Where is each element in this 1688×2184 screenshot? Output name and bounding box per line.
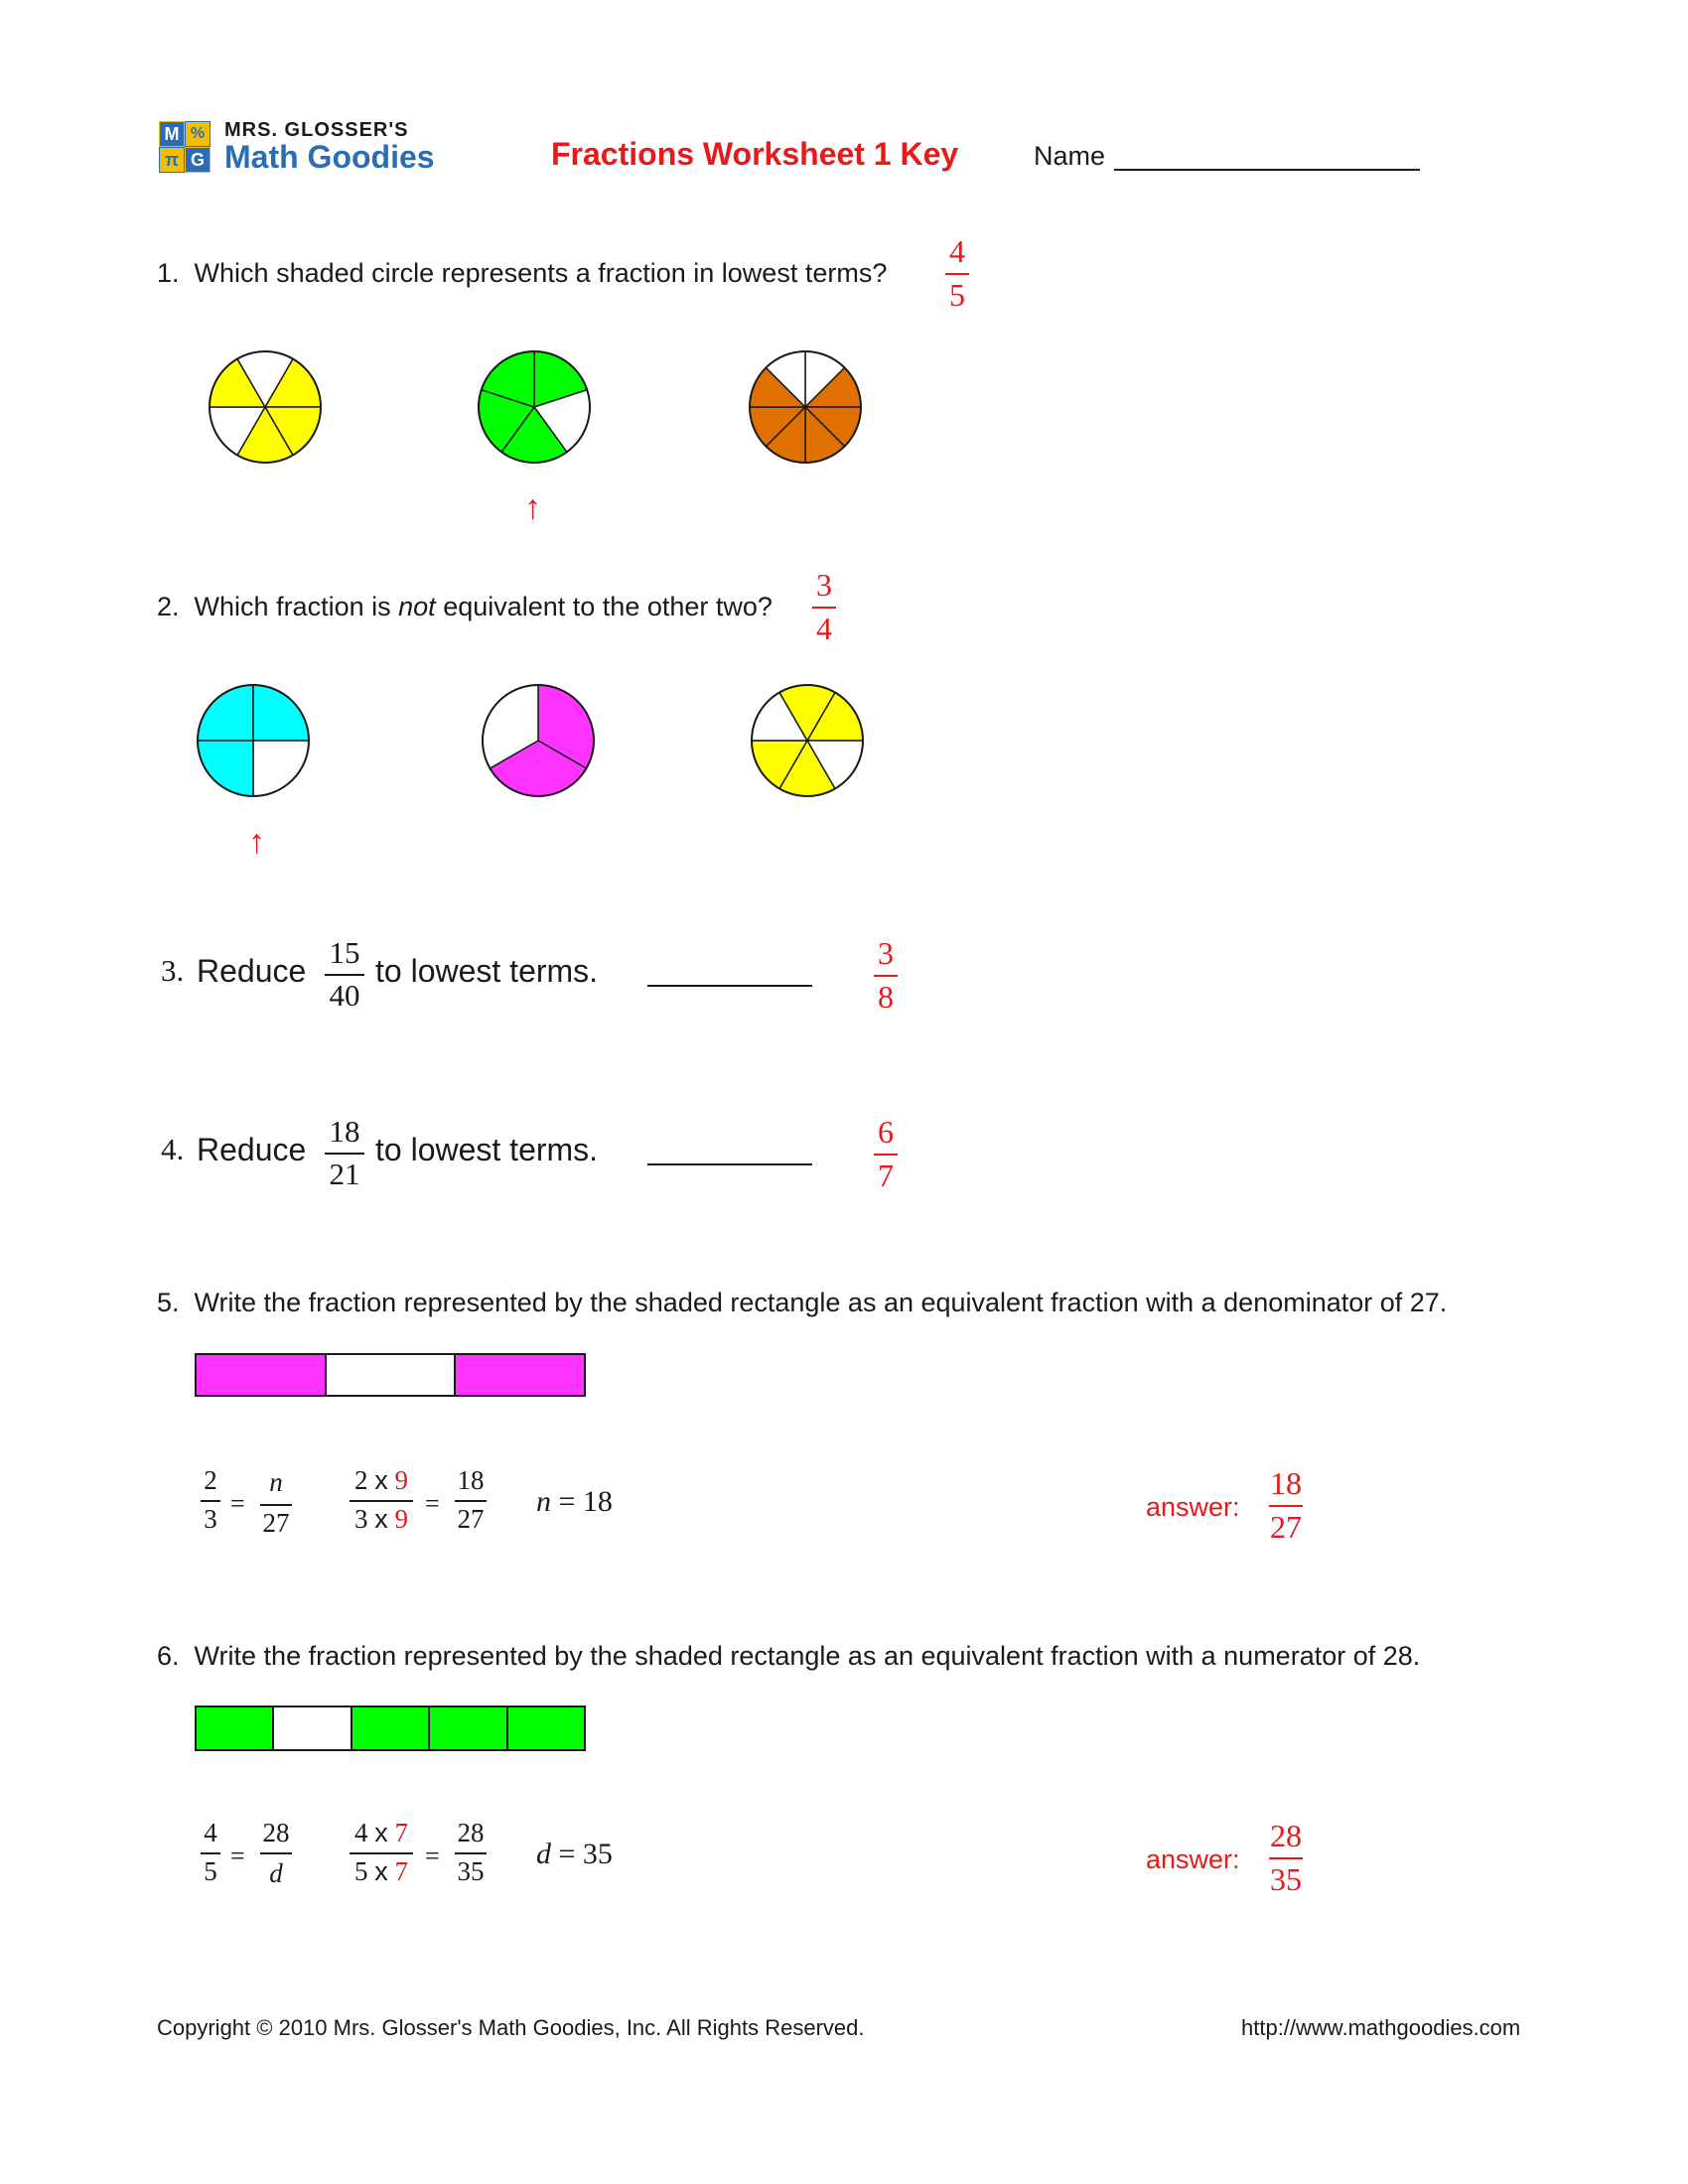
fraction-bar bbox=[945, 273, 969, 275]
fraction-denominator: 5 bbox=[204, 1855, 217, 1886]
times-sign: x bbox=[374, 1465, 388, 1495]
eq2-numerator bbox=[354, 1467, 408, 1494]
rect-segment-unshaded bbox=[325, 1355, 455, 1395]
q5-eq2-left bbox=[350, 1467, 413, 1533]
solution-variable: d bbox=[536, 1838, 551, 1870]
q1-circle-yellow bbox=[206, 347, 325, 467]
eq2-den-a: 5 bbox=[354, 1855, 368, 1886]
q2-question-before: Which fraction is bbox=[194, 592, 391, 621]
q3-answer bbox=[874, 937, 898, 1013]
logo bbox=[159, 119, 477, 179]
answer-numerator: 28 bbox=[1270, 1818, 1302, 1853]
eq2-den-a: 3 bbox=[354, 1503, 368, 1534]
q1-circle-orange bbox=[746, 347, 865, 467]
q5-question: Write the fraction represented by the shaded rectangle as an equivalent fraction with a denominator of 27. bbox=[194, 1288, 1448, 1317]
q4-reduce: Reduce bbox=[197, 1132, 307, 1167]
q6-text bbox=[157, 1641, 1420, 1672]
q4-fraction bbox=[325, 1116, 364, 1189]
eq2-denominator bbox=[354, 1855, 408, 1886]
fraction-bar bbox=[325, 1153, 364, 1155]
equals-sign: = bbox=[230, 1842, 245, 1870]
fraction-denominator: 40 bbox=[329, 977, 360, 1013]
q5-eq1-right bbox=[260, 1467, 292, 1537]
q4-number: 4. bbox=[161, 1132, 185, 1166]
q6-eq2-right bbox=[455, 1820, 487, 1885]
rect-segment-unshaded bbox=[272, 1707, 350, 1749]
times-sign: x bbox=[374, 1503, 388, 1534]
solution-value: = 18 bbox=[558, 1485, 613, 1518]
eq2-num-a: 2 bbox=[354, 1465, 368, 1495]
page-title: Fractions Worksheet 1 Key bbox=[551, 136, 959, 172]
fraction-bar bbox=[325, 974, 364, 976]
answer-numerator: 3 bbox=[816, 567, 832, 603]
footer-url[interactable]: http://www.mathgoodies.com bbox=[1241, 2015, 1521, 2040]
eq2-den-b: 9 bbox=[394, 1503, 408, 1534]
q2-number: 2. bbox=[157, 592, 180, 621]
fraction-bar bbox=[201, 1500, 220, 1502]
name-label: Name bbox=[1034, 141, 1106, 171]
q6-answer-label: answer: bbox=[1146, 1844, 1240, 1874]
q2-question-after: equivalent to the other two? bbox=[443, 592, 773, 621]
q2-circle-yellow bbox=[748, 681, 867, 800]
q5-answer-label: answer: bbox=[1146, 1492, 1240, 1522]
q1-circle-green bbox=[475, 347, 594, 467]
q6-eq1-left bbox=[201, 1820, 220, 1885]
fraction-bar bbox=[1269, 1857, 1303, 1859]
eq2-num-a: 4 bbox=[354, 1818, 368, 1847]
fraction-bar bbox=[874, 975, 898, 977]
fraction-bar bbox=[350, 1500, 413, 1502]
eq2-num-b: 7 bbox=[394, 1818, 408, 1847]
equals-sign: = bbox=[230, 1489, 245, 1518]
answer-denominator: 5 bbox=[949, 276, 965, 313]
q5-eq2-right bbox=[455, 1467, 487, 1533]
q6-question: Write the fraction represented by the shaded rectangle as an equivalent fraction with a numerator of 28. bbox=[194, 1641, 1421, 1671]
rect-segment-shaded bbox=[428, 1707, 505, 1749]
name-field[interactable] bbox=[1114, 169, 1420, 171]
fraction-bar bbox=[455, 1852, 487, 1854]
rect-segment-shaded bbox=[506, 1707, 584, 1749]
q2-question-italic: not bbox=[398, 592, 436, 621]
fraction-denominator: 21 bbox=[329, 1156, 360, 1191]
q2-circle-cyan bbox=[194, 681, 313, 800]
rect-segment-shaded bbox=[197, 1355, 325, 1395]
fraction-bar bbox=[874, 1154, 898, 1156]
fraction-numerator: 28 bbox=[262, 1818, 290, 1847]
rect-segment-shaded bbox=[197, 1707, 272, 1749]
rect-segment-shaded bbox=[351, 1707, 428, 1749]
q1-number: 1. bbox=[157, 258, 180, 288]
fraction-numerator: 15 bbox=[329, 935, 360, 970]
times-sign: x bbox=[374, 1818, 388, 1847]
logo-tile: % bbox=[185, 121, 211, 147]
q3-number: 3. bbox=[161, 953, 185, 988]
answer-numerator: 6 bbox=[878, 1114, 894, 1150]
q6-rectangle bbox=[195, 1706, 586, 1751]
q3-suffix: to lowest terms. bbox=[375, 953, 599, 989]
q5-answer bbox=[1269, 1467, 1303, 1543]
logo-tile: G bbox=[185, 147, 211, 173]
fraction-bar bbox=[1269, 1505, 1303, 1507]
fraction-numerator: 4 bbox=[204, 1818, 217, 1847]
fraction-numerator: 2 bbox=[204, 1465, 217, 1495]
q3-answer-blank[interactable] bbox=[647, 985, 812, 987]
fraction-numerator: 18 bbox=[457, 1465, 485, 1495]
q4-answer-blank[interactable] bbox=[647, 1163, 812, 1165]
fraction-bar bbox=[350, 1852, 413, 1854]
fraction-numerator: 28 bbox=[457, 1818, 485, 1847]
fraction-bar bbox=[455, 1500, 487, 1502]
fraction-numerator: n bbox=[269, 1467, 283, 1497]
q3-fraction bbox=[325, 937, 364, 1011]
fraction-bar bbox=[812, 607, 836, 609]
q4-suffix: to lowest terms. bbox=[375, 1132, 599, 1167]
fraction-bar bbox=[260, 1504, 292, 1506]
logo-tile: M bbox=[159, 121, 185, 147]
answer-numerator: 4 bbox=[949, 233, 965, 269]
eq2-den-b: 7 bbox=[394, 1855, 408, 1886]
q2-answer bbox=[812, 569, 836, 644]
fraction-bar bbox=[201, 1852, 220, 1854]
fraction-denominator: 3 bbox=[204, 1503, 217, 1534]
q2-circle-magenta bbox=[479, 681, 598, 800]
answer-denominator: 8 bbox=[878, 978, 894, 1015]
solution-value: = 35 bbox=[558, 1838, 613, 1870]
q1-answer bbox=[945, 235, 969, 311]
q5-rectangle bbox=[195, 1353, 586, 1397]
q6-eq2-left bbox=[350, 1820, 413, 1885]
q5-number: 5. bbox=[157, 1288, 180, 1317]
logo-line2: Math Goodies bbox=[224, 139, 435, 175]
logo-tiles bbox=[159, 121, 211, 173]
fraction-denominator: d bbox=[269, 1857, 283, 1888]
q6-number: 6. bbox=[157, 1641, 180, 1671]
logo-tile: π bbox=[159, 147, 185, 173]
solution-variable: n bbox=[536, 1485, 551, 1518]
q6-answer bbox=[1269, 1820, 1303, 1895]
q5-eq1-left bbox=[201, 1467, 220, 1533]
eq2-num-b: 9 bbox=[394, 1465, 408, 1495]
answer-denominator: 35 bbox=[1270, 1860, 1302, 1897]
eq2-denominator bbox=[354, 1503, 408, 1534]
q4-answer bbox=[874, 1116, 898, 1191]
answer-denominator: 7 bbox=[878, 1157, 894, 1193]
q1-question: Which shaded circle represents a fraction in lowest terms? bbox=[194, 258, 888, 288]
times-sign: x bbox=[374, 1855, 388, 1886]
fraction-denominator: 27 bbox=[262, 1507, 290, 1538]
fraction-numerator: 18 bbox=[329, 1114, 360, 1149]
rect-segment-shaded bbox=[454, 1355, 584, 1395]
answer-numerator: 3 bbox=[878, 935, 894, 971]
q2-text bbox=[157, 592, 773, 622]
answer-denominator: 4 bbox=[816, 610, 832, 646]
q6-solution bbox=[536, 1838, 613, 1871]
q5-text bbox=[157, 1288, 1447, 1318]
footer-copyright: Copyright © 2010 Mrs. Glosser's Math Goodies, Inc. All Rights Reserved. bbox=[157, 2015, 865, 2040]
q3-reduce: Reduce bbox=[197, 953, 307, 989]
fraction-bar bbox=[260, 1852, 292, 1854]
eq2-numerator bbox=[354, 1820, 408, 1846]
q5-solution bbox=[536, 1485, 613, 1519]
q1-text bbox=[157, 258, 887, 289]
fraction-denominator: 27 bbox=[457, 1503, 485, 1534]
q2-arrow: ↑ bbox=[248, 824, 265, 861]
q6-eq1-right bbox=[260, 1820, 292, 1889]
equals-sign: = bbox=[425, 1489, 440, 1518]
q1-arrow: ↑ bbox=[524, 489, 541, 526]
logo-line1: MRS. GLOSSER'S bbox=[224, 119, 409, 141]
fraction-denominator: 35 bbox=[457, 1855, 485, 1886]
equals-sign: = bbox=[425, 1842, 440, 1870]
answer-numerator: 18 bbox=[1270, 1465, 1302, 1501]
answer-denominator: 27 bbox=[1270, 1508, 1302, 1545]
